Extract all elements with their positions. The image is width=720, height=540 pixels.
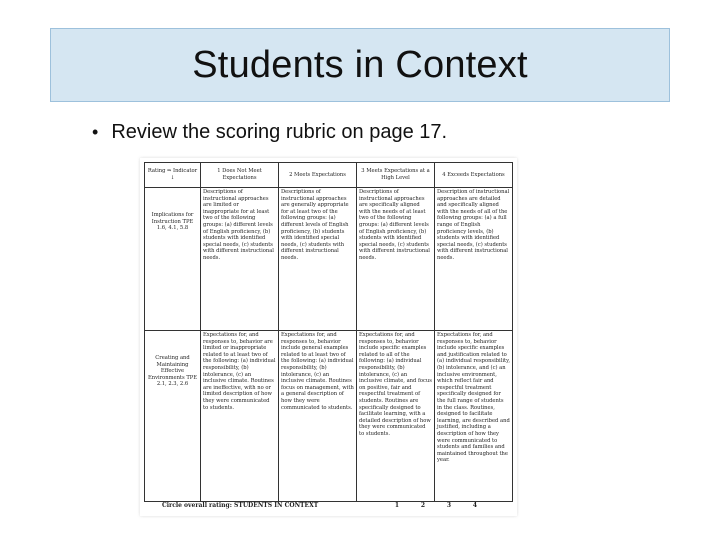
rubric-cell: Description of instructional approaches are detailed and specifically aligned with the needs of all of the following groups: (a) a full range of English proficiency levels, (b) students with identified special needs, (c) students with different instructional needs.: [435, 188, 513, 331]
rubric-cell: Descriptions of instructional approaches are limited or inappropriate for at least two of the following groups: (a) different levels of English proficiency, (b) students with identified special needs, (c) students with different instructional needs.: [201, 188, 279, 331]
table-row: [145, 331, 513, 502]
title-box: [50, 28, 670, 102]
rubric-header-level-4: 4 Exceeds Expectations: [435, 163, 513, 188]
rating-footer: [162, 502, 502, 509]
rubric-cell: Descriptions of instructional approaches are generally appropriate for at least two of the following groups: (a) different levels of English proficiency, (b) students with identified special needs, (c) students with different instructional needs.: [279, 188, 357, 331]
rubric-header-indicator: Rating ⇒ Indicator ↓: [145, 163, 201, 188]
rating-label: Circle overall rating: STUDENTS IN CONTEXT: [162, 502, 319, 509]
rating-option-3[interactable]: 3: [446, 502, 452, 509]
rubric-header-level-1: 1 Does Not Meet Expectations: [201, 163, 279, 188]
rating-option-1[interactable]: 1: [394, 502, 400, 509]
slide-title: Students in Context: [192, 43, 528, 86]
rating-option-4[interactable]: 4: [472, 502, 478, 509]
rubric-cell: Descriptions of instructional approaches are specifically aligned with the needs of at least two of the following groups: (a) different levels of English proficiency, (b) students with identified special needs, (c) students with different instructional needs.: [357, 188, 435, 331]
rubric-cell: Expectations for, and responses to, behavior include specific examples related to all of the following: (a) individual responsibility, (b) intolerance, (c) an inclusive climate, and focus on positive, fair and respectful treatment of students. Routines are specifically designed to facilitate learning, with a detailed description of how they were communicated to students.: [357, 331, 435, 502]
rubric-indicator: Creating and Maintaining Effective Environments TPE 2.1, 2.3, 2.6: [145, 331, 201, 502]
rubric-document: [140, 158, 517, 516]
rubric-cell: Expectations for, and responses to, behavior include specific examples and justification related to (a) individual responsibility, (b) intolerance, and (c) an inclusive environment, which reflect fair and respectful treatment specifically designed for the full range of students in the class. Routines, designed to facilitate learning, are described and justified, including a description of how they were communicated to students and families and maintained throughout the year.: [435, 331, 513, 502]
table-row: [145, 188, 513, 331]
rubric-table: [144, 162, 513, 502]
rubric-header-row: [145, 163, 513, 188]
bullet-dot-icon: •: [92, 122, 99, 142]
rubric-indicator: Implications for Instruction TPE 1.6, 4.1, 5.8: [145, 188, 201, 331]
rubric-header-level-3: 3 Meets Expectations at a High Level: [357, 163, 435, 188]
rating-option-2[interactable]: 2: [420, 502, 426, 509]
rubric-cell: Expectations for, and responses to, behavior include general examples related to at least two of the following: (a) individual responsibility, (b) intolerance, (c) an inclusive climate. Routines focus on management, with a general description of how they were communicated to students.: [279, 331, 357, 502]
bullet-text: Review the scoring rubric on page 17.: [111, 121, 448, 143]
bullet-item: [92, 121, 447, 144]
rubric-cell: Expectations for, and responses to, behavior are limited or inappropriate related to at least two of the following: (a) individual responsibility, (b) intolerance, (c) an inclusive climate. Routines are ineffective, with no or limited description of how they were communicated to students.: [201, 331, 279, 502]
rubric-header-level-2: 2 Meets Expectations: [279, 163, 357, 188]
